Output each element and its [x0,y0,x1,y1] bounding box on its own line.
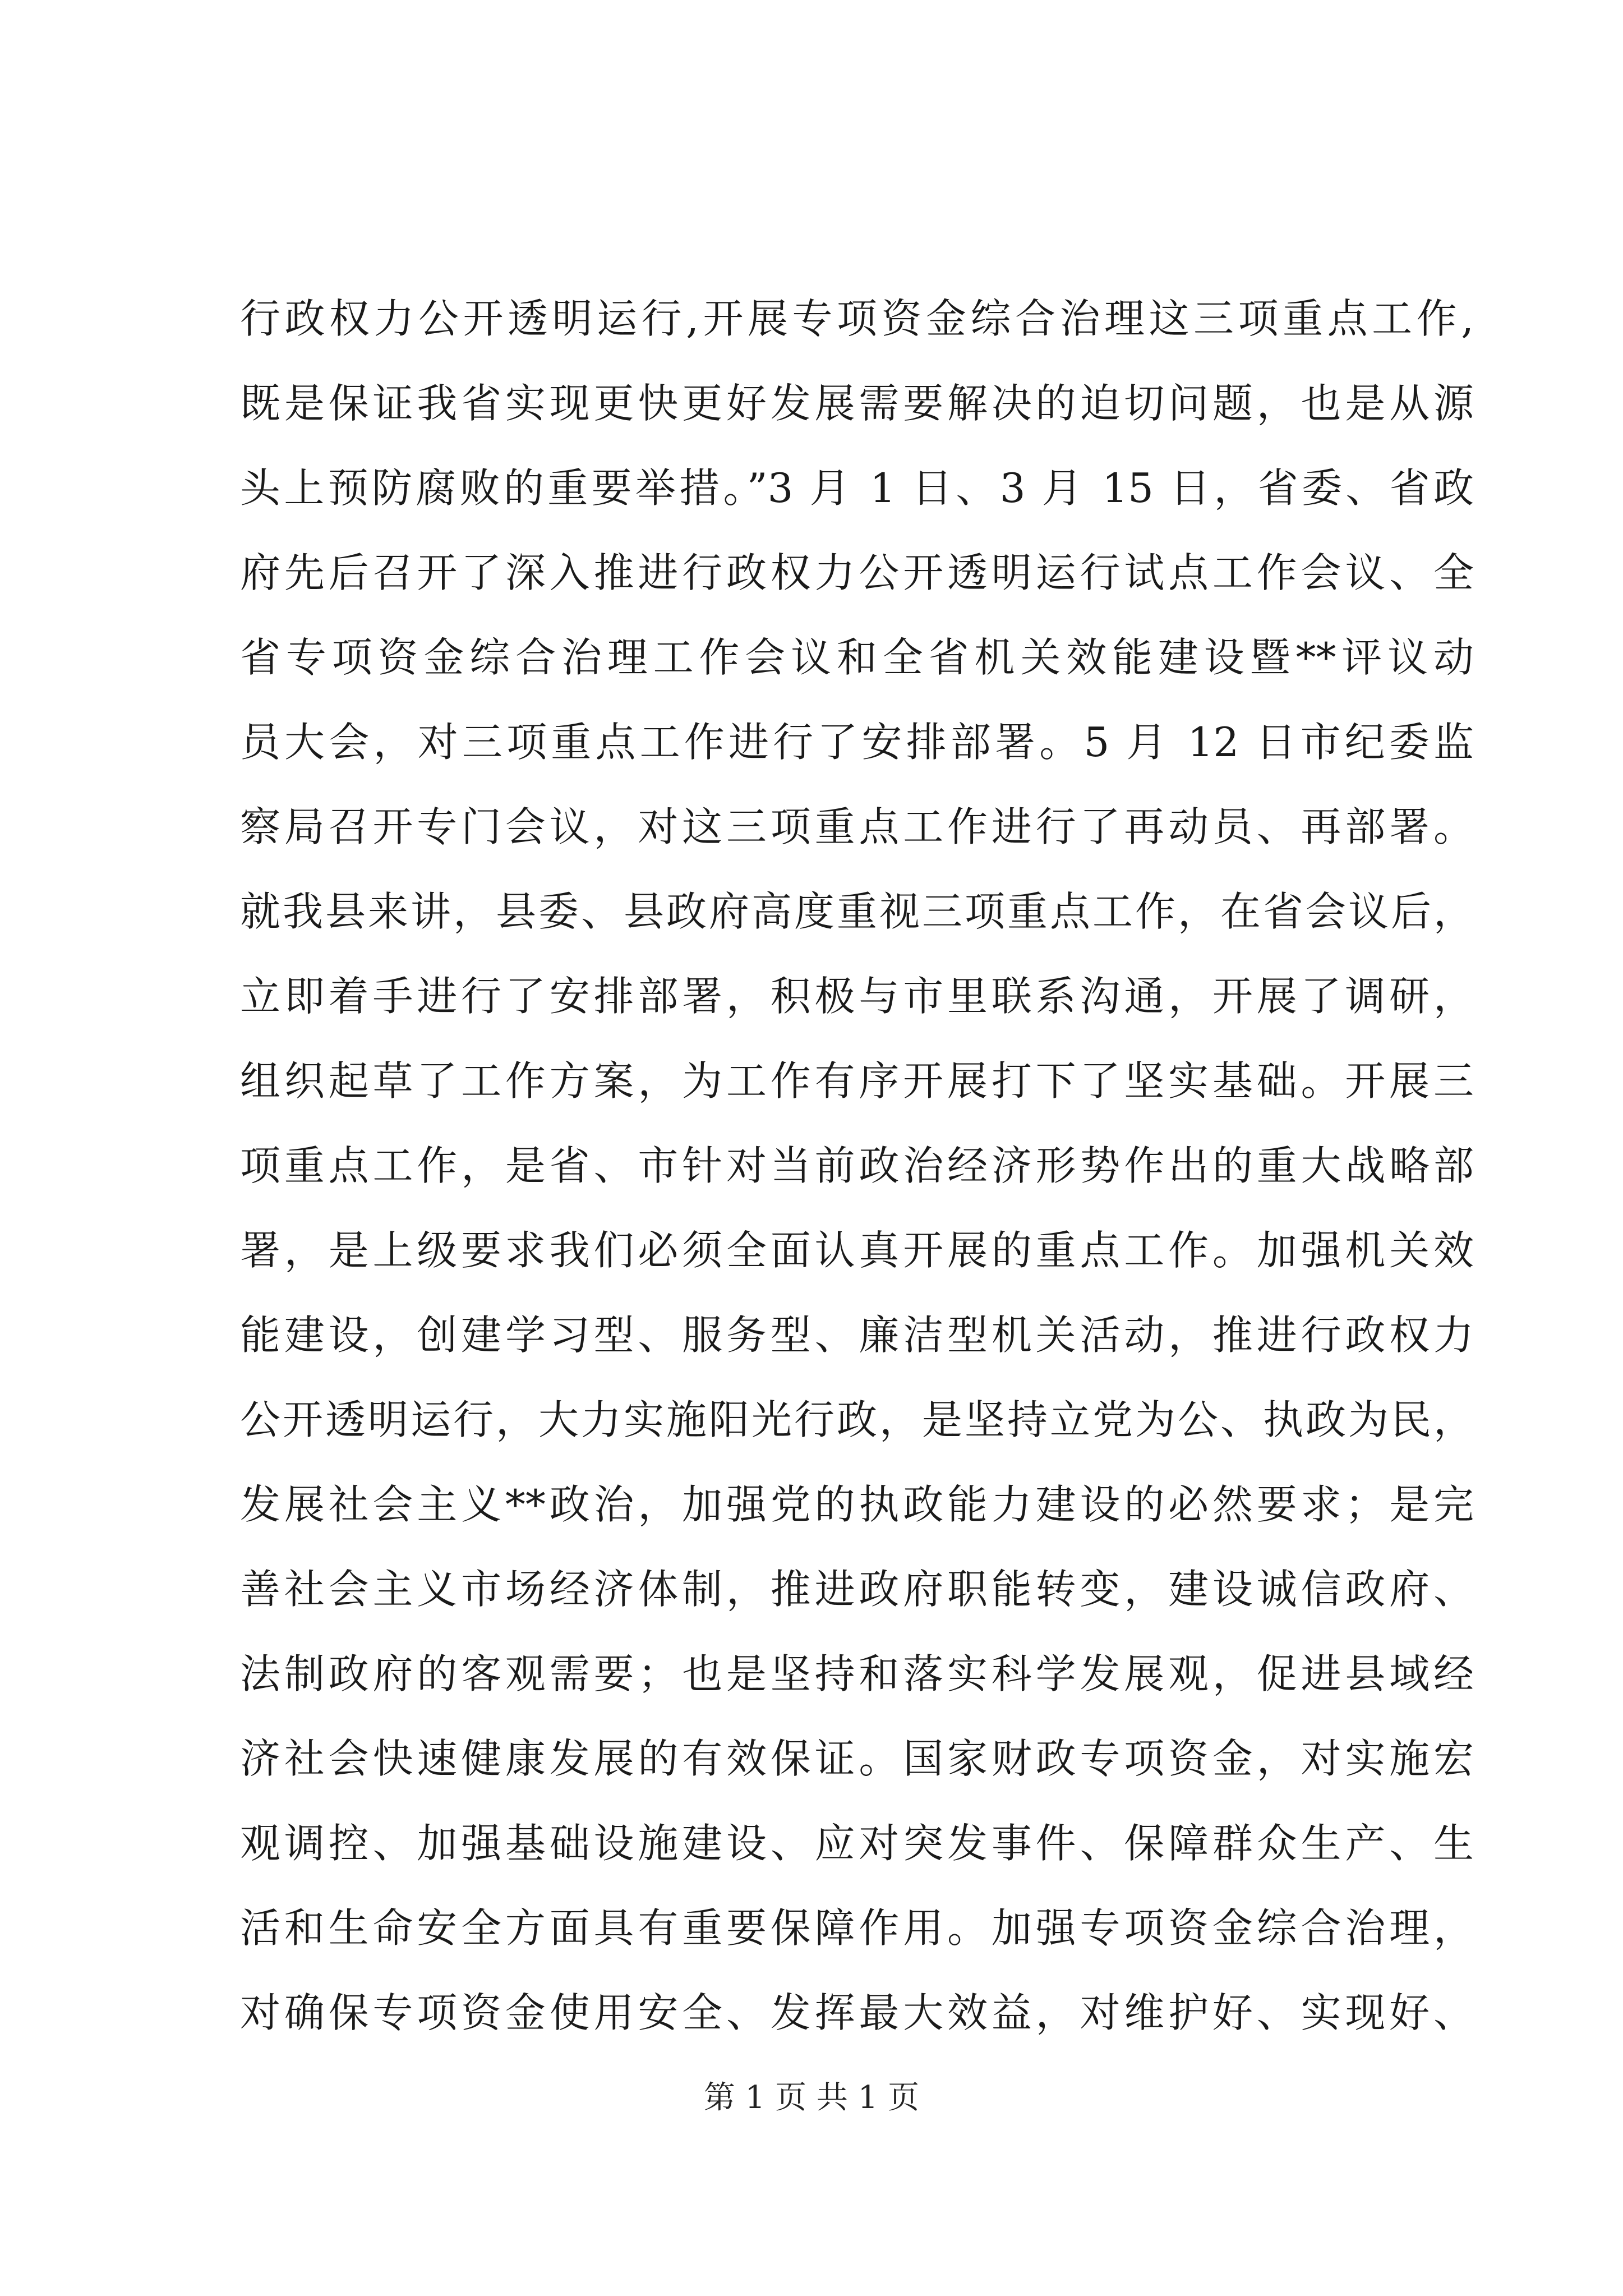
text-line-4: 府先后召开了深入推进行政权力公开透明运行试点工作会议、全 [240,549,1474,596]
text-line-2: 既是保证我省实现更快更好发展需要解决的迫切问题，也是从源 [240,380,1474,427]
text-line-14: 公开透明运行，大力实施阳光行政，是坚持立党为公、执政为民， [240,1396,1474,1443]
page-footer [0,2076,1623,2120]
text-line-3: 头上预防腐败的重要举措。”3 月 1 日、3 月 15 日，省委、省政 [240,464,1474,512]
text-line-11: 项重点工作，是省、市针对当前政治经济形势作出的重大战略部 [240,1142,1474,1189]
text-line-21: 对确保专项资金使用安全、发挥最大效益，对维护好、实现好、 [240,1989,1474,2036]
text-line-16: 善社会主义市场经济体制，推进政府职能转变，建设诚信政府、 [240,1566,1474,1613]
text-line-13: 能建设，创建学习型、服务型、廉洁型机关活动，推进行政权力 [240,1312,1474,1359]
text-line-7: 察局召开专门会议，对这三项重点工作进行了再动员、再部署。 [240,803,1474,850]
page-number-label: 第 1 页 共 1 页 [703,2079,920,2116]
text-line-12: 署，是上级要求我们必须全面认真开展的重点工作。加强机关效 [240,1227,1474,1274]
document-body [240,277,1474,2055]
text-line-6: 员大会，对三项重点工作进行了安排部署。5 月 12 日市纪委监 [240,719,1474,766]
text-line-1: 行政权力公开透明运行,开展专项资金综合治理这三项重点工作, [240,295,1474,342]
text-line-8: 就我县来讲，县委、县政府高度重视三项重点工作，在省会议后， [240,888,1474,935]
text-line-9: 立即着手进行了安排部署，积极与市里联系沟通，开展了调研， [240,973,1474,1020]
text-line-20: 活和生命安全方面具有重要保障作用。加强专项资金综合治理， [240,1904,1474,1952]
text-line-18: 济社会快速健康发展的有效保证。国家财政专项资金，对实施宏 [240,1735,1474,1782]
text-line-19: 观调控、加强基础设施建设、应对突发事件、保障群众生产、生 [240,1820,1474,1867]
text-line-17: 法制政府的客观需要；也是坚持和落实科学发展观，促进县域经 [240,1650,1474,1697]
text-line-5: 省专项资金综合治理工作会议和全省机关效能建设暨**评议动 [240,634,1474,681]
text-line-10: 组织起草了工作方案，为工作有序开展打下了坚实基础。开展三 [240,1057,1474,1105]
text-line-15: 发展社会主义**政治，加强党的执政能力建设的必然要求；是完 [240,1481,1474,1528]
